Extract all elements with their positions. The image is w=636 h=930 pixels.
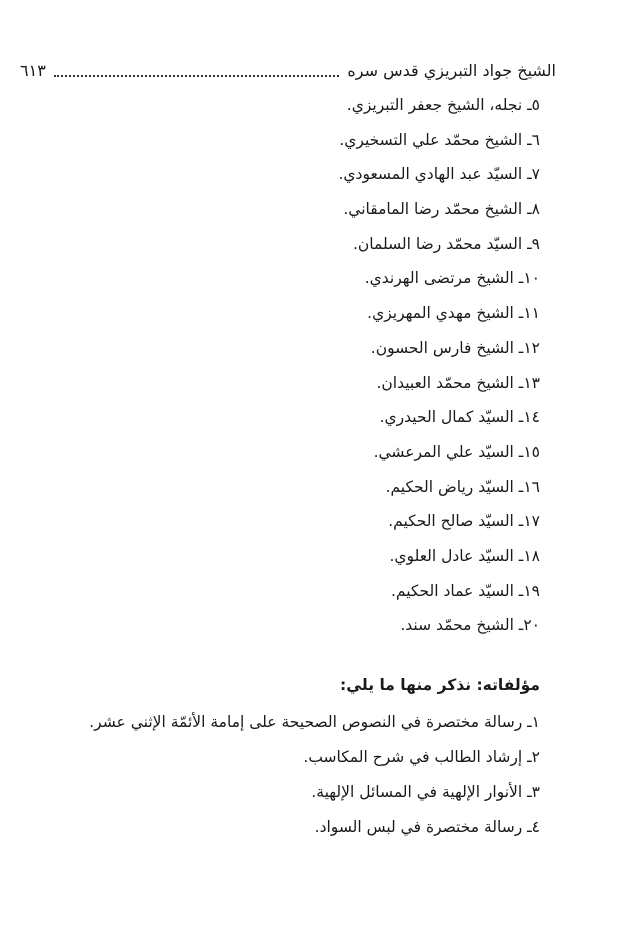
works-list [60, 705, 540, 845]
list-item: ١ـ رسالة مختصرة في النصوص الصحيحة على إمامة الأئمّة الإثني عشر. [89, 713, 540, 731]
list-item: ٧ـ السيّد عبد الهادي المسعودي. [338, 165, 540, 184]
list-item: ٦ـ الشيخ محمّد علي التسخيري. [339, 130, 540, 149]
list-item: ١٠ـ الشيخ مرتضى الهرندي. [364, 269, 540, 288]
list-item: ١٣ـ الشيخ محمّد العبيدان. [376, 373, 540, 392]
list-item: ٩ـ السيّد محمّد رضا السلمان. [352, 234, 540, 253]
list-item: ١٧ـ السيّد صالح الحكيم. [388, 512, 540, 531]
page-number: ٦١٣ [20, 60, 46, 80]
list-item: ١٦ـ السيّد رياض الحكيم. [385, 477, 540, 496]
list-item: ١٥ـ السيّد علي المرعشي. [373, 442, 540, 461]
header-title: الشيخ جواد التبريزي قدس سره [347, 60, 556, 80]
header-dot-leader [54, 63, 340, 77]
list-item: ٤ـ رسالة مختصرة في لبس السواد. [314, 818, 540, 836]
list-item: ١١ـ الشيخ مهدي المهريزي. [367, 304, 540, 323]
list-item: ١٨ـ السيّد عادل العلوي. [389, 546, 540, 565]
list-item: ١٢ـ الشيخ فارس الحسون. [370, 338, 540, 357]
running-header [20, 56, 556, 84]
list-item: ٥ـ نجله، الشيخ جعفر التبريزي. [346, 96, 540, 114]
list-item: ٢ـ إرشاد الطالب في شرح المكاسب. [303, 748, 540, 766]
list-item: ٢٠ـ الشيخ محمّد سند. [400, 616, 540, 635]
list-item: ١٤ـ السيّد كمال الحيدري. [379, 408, 540, 427]
list-item: ١٩ـ السيّد عماد الحكيم. [391, 581, 540, 600]
works-heading: مؤلفاته: نذكر منها ما يلي: [340, 676, 540, 694]
list-item: ٨ـ الشيخ محمّد رضا المامقاني. [343, 200, 540, 219]
students-list [180, 88, 540, 643]
list-item: ٣ـ الأنوار الإلهية في المسائل الإلهية. [311, 783, 540, 801]
